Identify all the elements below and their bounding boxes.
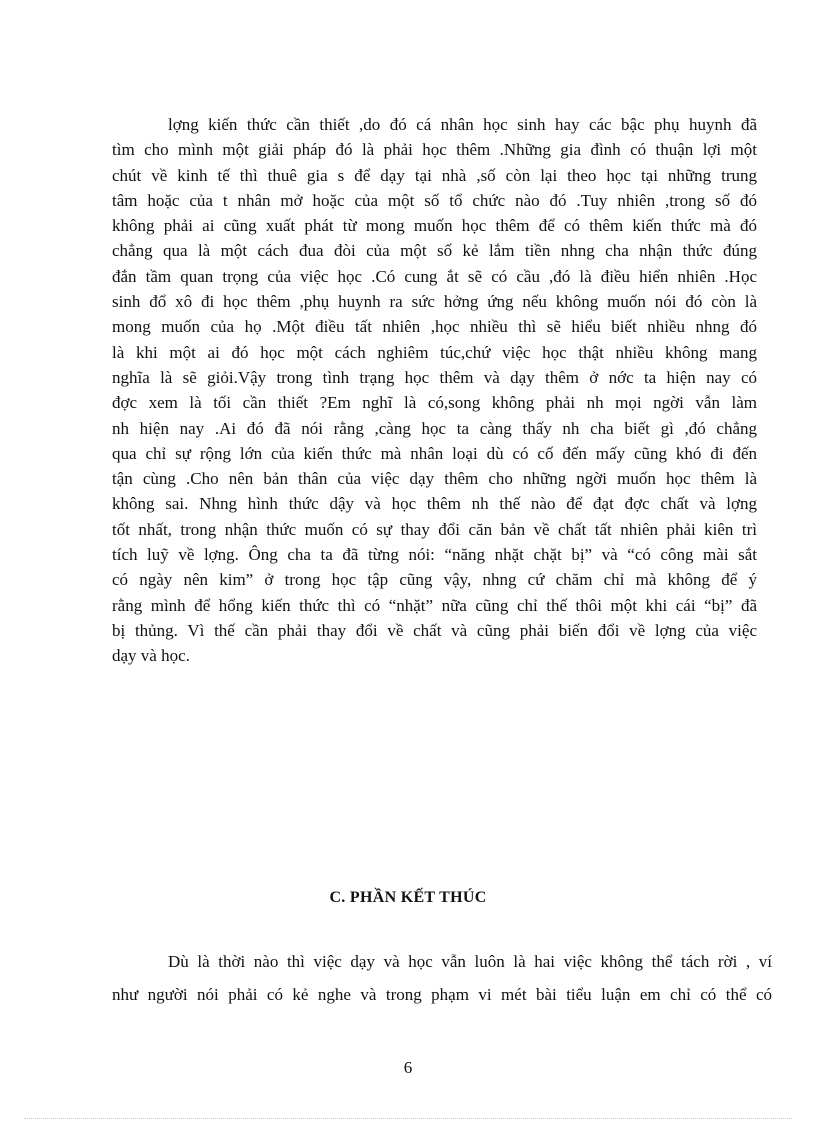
text-line: không phải ai cũng xuất phát từ mong muốn học thêm để có thêm kiến thức mà đó — [112, 216, 757, 236]
text-line: rằng mình để hổng kiến thức thì có “nhặt” nữa cũng chỉ thế thôi một khi cái “bị” đã — [112, 595, 757, 615]
text-line: tìm cho mình một giải pháp đó là phải học thêm .Những gia đình có thuận lợi một — [112, 140, 757, 160]
text-line: tận cùng .Cho nên bản thân của việc dạy thêm cho những ngời muốn học thêm là — [112, 469, 757, 489]
text-line: dạy và học. — [112, 646, 190, 666]
text-line: tâm hoặc của t nhân mở hoặc của một số tổ chức nào đó .Tuy nhiên ,trong số đó — [112, 190, 757, 210]
section-heading: C. PHẦN KẾT THÚC — [329, 889, 487, 906]
conclusion-paragraph — [112, 945, 772, 1011]
text-line: đợc xem là tối cần thiết ?Em nghĩ là có,song không phải nh mọi ngời vẫn làm — [112, 393, 757, 413]
text-line: nghĩa là sẽ giỏi.Vậy trong tình trạng học thêm và dạy thêm ở nớc ta hiện nay có — [112, 367, 757, 387]
text-line: tích luỹ về lợng. Ông cha ta đã từng nói: “năng nhặt chặt bị” và “có công mài sắt — [112, 545, 757, 565]
text-line: tốt nhất, trong nhận thức muốn có sự thay đổi căn bản về chất tất nhiên phải kiên trì — [112, 519, 757, 539]
text-line: Dù là thời nào thì việc dạy và học vẫn luôn là hai việc không thể tách rời , ví — [168, 952, 772, 971]
text-line: qua chỉ sự rộng lớn của kiến thức mà nhân loại dù có cố đến mấy cũng khó đi đến — [112, 443, 757, 463]
footer-divider — [24, 1118, 792, 1119]
text-line: bị thủng. Vì thế cần phải thay đổi về chất và cũng phải biến đổi về lợng của việc — [112, 620, 757, 640]
body-paragraph — [112, 112, 757, 669]
text-line: lợng kiến thức cần thiết ,do đó cá nhân học sinh hay các bậc phụ huynh đã — [168, 115, 757, 134]
text-line: là khi một ai đó học một cách nghiêm túc,chứ việc học thật nhiều không mang — [112, 342, 757, 362]
text-line: sinh đổ xô đi học thêm ,phụ huynh ra sức hởng ứng nếu không muốn nói đó còn là — [112, 292, 757, 312]
text-line: chút về kinh tế thì thuê gia s để dạy tại nhà ,số còn lại theo học tại những trung — [112, 165, 757, 185]
text-line: chẳng qua là một cách đua đòi của một số kẻ lắm tiền nhng cha nhận thức đúng — [112, 241, 757, 261]
text-line: nh hiện nay .Ai đó đã nói rằng ,càng học ta càng thấy nh cha biết gì ,đó chẳng — [112, 418, 757, 438]
text-line: mong muốn của họ .Một điều tất nhiên ,học nhiều thì sẽ hiểu biết nhiều nhng đó — [112, 317, 757, 337]
text-line: như người nói phải có kẻ nghe và trong phạm vi mét bài tiểu luận em chỉ có thể có — [112, 985, 772, 1004]
text-line: có ngày nên kim” ở trong học tập cũng vậy, nhng cứ chăm chỉ mà không để ý — [112, 570, 757, 590]
text-line: đắn tầm quan trọng của việc học .Có cung ắt sẽ có cầu ,đó là điều hiển nhiên .Học — [112, 266, 757, 286]
text-line: không sai. Nhng hình thức dậy và học thêm nh thế nào để đạt đợc chất và lợng — [112, 494, 757, 514]
page-number: 6 — [403, 1058, 413, 1077]
